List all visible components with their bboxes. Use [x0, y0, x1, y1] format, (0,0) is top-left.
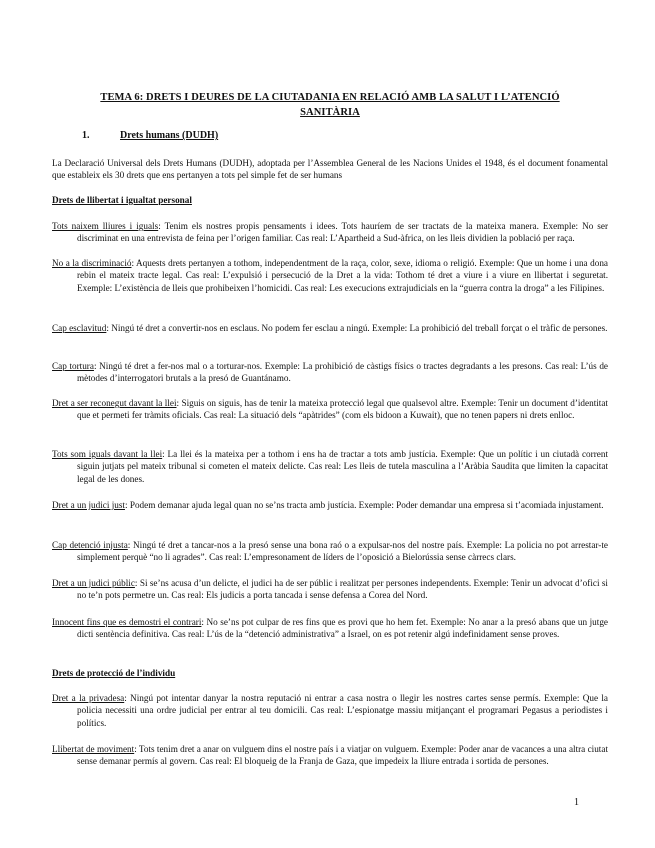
- item-text: : Ningú té dret a tancar-nos a la presó sense una bona raó o a expulsar-nos del nostre país. Exemple: La policia no pot arrestar-te simplement perquè “no li agrades”. Cas real: L’empresonament de líders de l’oposició a Bielorússia sense càrrecs clars.: [77, 540, 608, 563]
- intro-paragraph: La Declaració Universal dels Drets Humans (DUDH), adoptada per l’Assemblea General de les Nacions Unides el 1948, és el document fonamental que estableix els 30 drets que ens pertanyen a tots pel simple fet de ser humans: [52, 158, 608, 181]
- item-label: Innocent fins que es demostri el contrari: [52, 617, 202, 627]
- item-text: : Si se’ns acusa d’un delicte, el judici ha de ser públic i realitzat per persones independents. Exemple: Tenir un advocat d’ofici si no te’n pots permetre un. Cas real: Els judicis a porta tancada i sense defensa a Corea del Nord.: [77, 578, 608, 601]
- list-item: [52, 577, 608, 602]
- item-text: : La llei és la mateixa per a tothom i ens ha de tractar a tots amb justícia. Exemple: Que un polític i un ciutadà corrent siguin jutjats pel mateix tribunal si cometen el mateix delicte. Cas real: Les lleis de tutela masculina a l’Aràbia Saudita que limiten la capacitat legal de les dones.: [77, 449, 608, 484]
- item-label: Llibertat de moviment: [52, 744, 135, 754]
- list-item: [52, 448, 608, 485]
- list-item: [52, 743, 608, 768]
- item-label: No a la discriminació: [52, 258, 132, 268]
- section-heading-1: [82, 130, 218, 141]
- list-item: [52, 322, 608, 334]
- page-number: 1: [574, 797, 579, 808]
- list-item: [52, 616, 608, 641]
- list-item: [52, 539, 608, 564]
- item-label: Cap detenció injusta: [52, 540, 128, 550]
- list-item: [52, 257, 608, 294]
- heading-text: Drets humans (DUDH): [120, 130, 219, 141]
- item-text: : Tots tenim dret a anar on vulguem dins el nostre país i a viatjar on vulguem. Exemple: Poder anar de vacances a una altra ciutat sense demanar permís al govern. Cas real: El bloqueig de la Franja de Gaza, que impedeix la lliure entrada i sortida de persones.: [77, 744, 608, 767]
- subsection-heading: Drets de llibertat i igualtat personal: [52, 195, 192, 205]
- item-label: Tots naixem lliures i iguals: [52, 221, 159, 231]
- item-label: Dret a la privadesa: [52, 693, 125, 703]
- heading-number: 1.: [82, 130, 90, 141]
- item-text: : No se’ns pot culpar de res fins que es provi que ho hem fet. Exemple: No anar a la presó abans que un jutge dicti sentència definitiva. Cas real: L’ús de la “detenció administrativa” a Israel, on es pot retenir algú indefinidament sense proves.: [77, 617, 608, 640]
- item-text: : Podem demanar ajuda legal quan no se’ns tracta amb justícia. Exemple: Poder demandar una empresa si t’acomiada injustament.: [124, 500, 604, 510]
- list-item: [52, 360, 608, 385]
- item-text: : Ningú té dret a convertir-nos en esclaus. No podem fer esclau a ningú. Exemple: La prohibició del treball forçat o el tràfic de persones.: [106, 323, 608, 333]
- item-label: Cap tortura: [52, 361, 94, 371]
- item-label: Cap esclavitud: [52, 323, 107, 333]
- list-item: [52, 220, 608, 245]
- item-label: Dret a ser reconegut davant la llei: [52, 398, 177, 408]
- item-text: : Siguis on siguis, has de tenir la mateixa protecció legal que qualsevol altre. Exemple: Tenir un document d’identitat que et permeti fer tràmits oficials. Cas real: La situació dels “apàtrides” (com els bidoon a Kuwait), que no tenen papers ni drets enlloc.: [77, 398, 608, 421]
- list-item: [52, 692, 608, 729]
- item-label: Dret a un judici públic: [52, 578, 135, 588]
- subsection-heading: Drets de protecció de l’individu: [52, 668, 176, 678]
- item-label: Dret a un judici just: [52, 500, 125, 510]
- item-text: : Aquests drets pertanyen a tothom, independentment de la raça, color, sexe, idioma o religió. Exemple: Que un home i una dona rebin el mateix tracte legal. Cas real: L’expulsió i persecució de la Dret a la vida: Tothom té dret a viure i a viure en llibertat i seguretat. Exemple: L’existència de lleis que prohibeixen l’homicidi. Cas real: Les execucions extrajudicials en la “guerra contra la droga” a les Filipines.: [77, 258, 608, 293]
- item-text: : Tenim els nostres propis pensaments i idees. Tots hauríem de ser tractats de la mateixa manera. Exemple: No ser discriminat en una entrevista de feina per l’origen familiar. Cas real: L’Apartheid a Sud-àfrica, on les lleis dividien la població per raça.: [77, 221, 609, 244]
- list-item: [52, 397, 608, 422]
- list-item: [52, 499, 608, 511]
- item-label: Tots som iguals davant la llei: [52, 449, 163, 459]
- document-title: TEMA 6: DRETS I DEURES DE LA CIUTADANIA EN RELACIÓ AMB LA SALUT I L’ATENCIÓ SANITÀRIA: [100, 92, 560, 118]
- item-text: : Ningú pot intentar danyar la nostra reputació ni entrar a casa nostra o llegir les nostres cartes sense permís. Exemple: Que la policia necessiti una ordre judicial per entrar al teu domicili. Cas real: L’espionatge massiu mitjançant el programari Pegasus a periodistes i polítics.: [77, 693, 608, 728]
- item-text: : Ningú té dret a fer-nos mal o a torturar-nos. Exemple: La prohibició de càstigs físics o tractes degradants a les presons. Cas real: L’ús de mètodes d’interrogatori brutals a la presó de Guantánamo.: [77, 361, 609, 384]
